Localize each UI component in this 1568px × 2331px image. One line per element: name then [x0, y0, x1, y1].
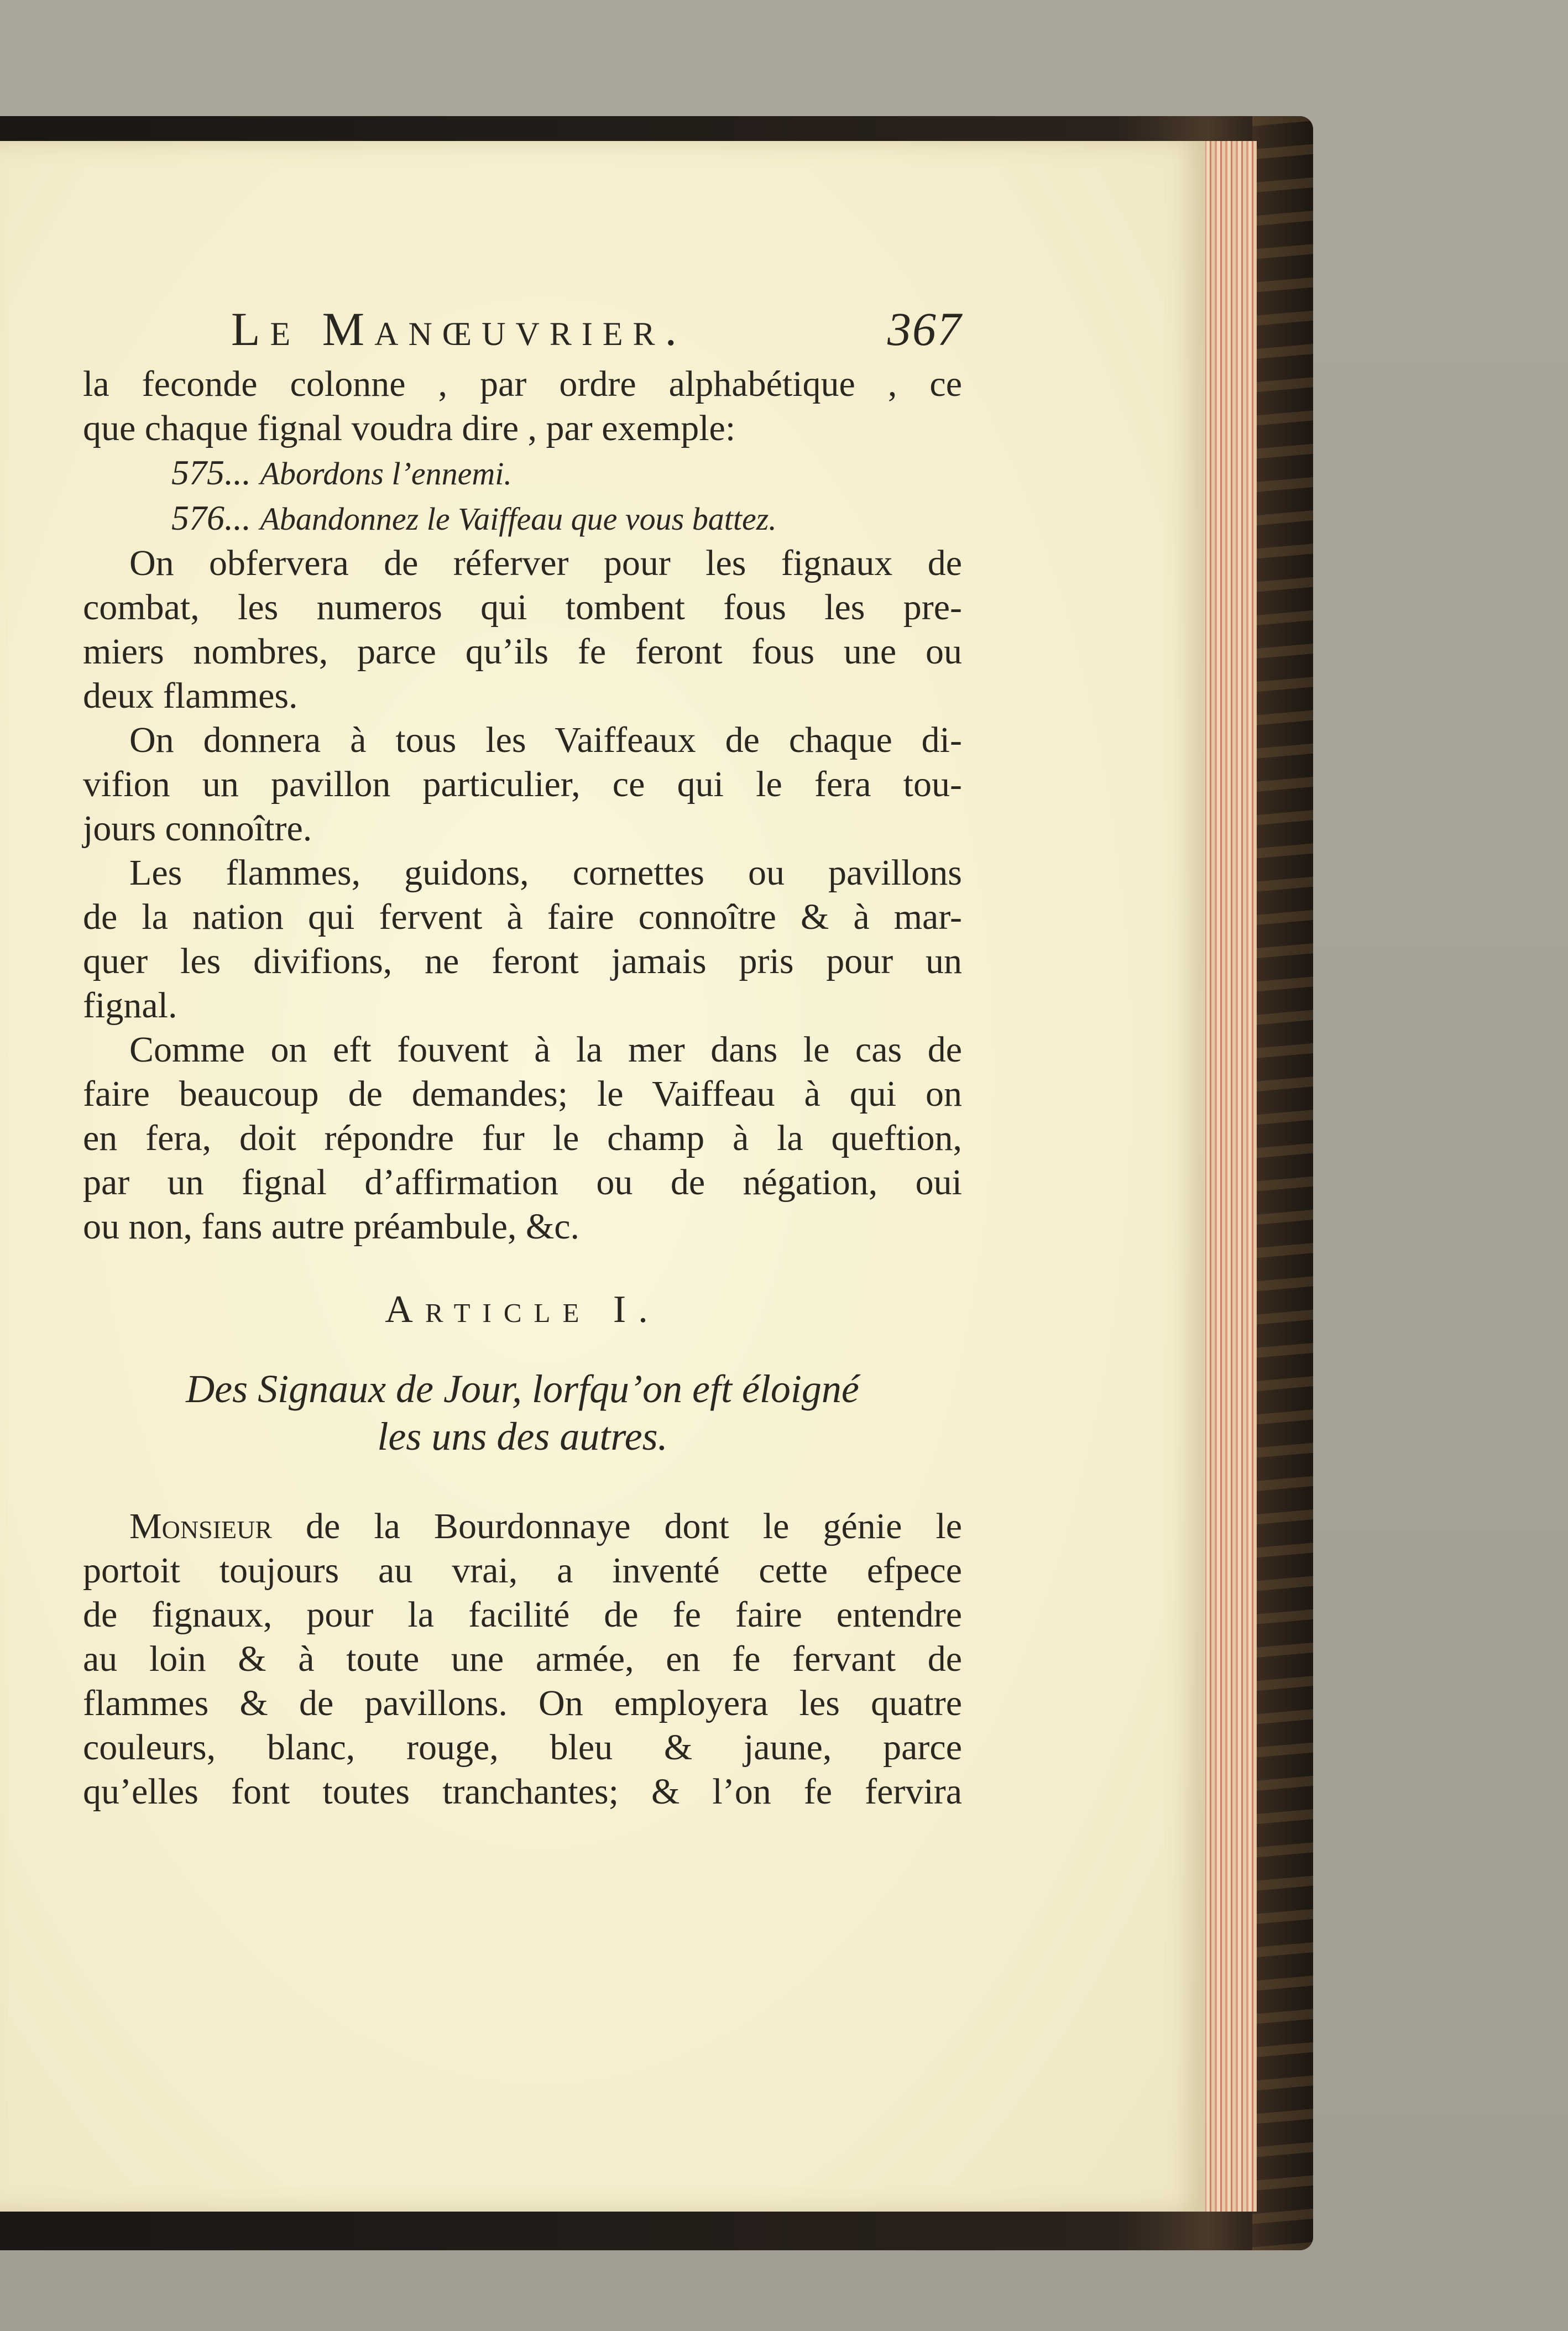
- signal-meaning: Abordons l’ennemi.: [260, 456, 512, 492]
- running-title: Le Manœuvrier.: [231, 302, 687, 356]
- signal-number: 576...: [171, 498, 251, 537]
- text-line: deux flammes.: [83, 676, 298, 716]
- text-line: de fignaux, pour la facilité de fe faire entendre: [83, 1595, 962, 1635]
- text-line: la feconde colonne , par ordre alphabétique , ce: [83, 364, 962, 404]
- text-line: [83, 1504, 962, 1549]
- running-head: [83, 301, 962, 362]
- text-line: On obfervera de réferver pour les fignaux de: [129, 543, 962, 583]
- text-line: flammes & de pavillons. On employera les quatre: [83, 1683, 962, 1723]
- signal-number: 575...: [171, 453, 251, 492]
- text-line: quer les divifions, ne feront jamais pris pour un: [83, 941, 962, 981]
- text-line: vifion un pavillon particulier, ce qui le fera tou-: [83, 764, 962, 804]
- text-line: miers nombres, parce qu’ils fe feront fous une ou: [83, 631, 962, 672]
- text-line: qu’elles font toutes tranchantes; & l’on fe fervira: [83, 1771, 962, 1812]
- text-line: jours connoître.: [83, 808, 312, 849]
- page-content: [83, 301, 962, 1814]
- text-line: au loin & à toute une armée, en fe fervant de: [83, 1639, 962, 1679]
- text-line: par un fignal d’affirmation ou de négation, oui: [83, 1162, 962, 1203]
- article-heading: Article I.: [385, 1288, 660, 1331]
- text-line: que chaque fignal voudra dire , par exemple:: [83, 408, 736, 448]
- book-page: [0, 141, 1205, 2212]
- text-line: en fera, doit répondre fur le champ à la queftion,: [83, 1118, 962, 1158]
- signal-example: [83, 451, 962, 496]
- section-title-line: Des Signaux de Jour, lorfqu’on eft éloigné: [186, 1367, 859, 1411]
- text-line: On donnera à tous les Vaiffeaux de chaque di-: [129, 720, 962, 760]
- signal-meaning: Abandonnez le Vaiffeau que vous battez.: [260, 501, 777, 537]
- text-line: fignal.: [83, 985, 177, 1026]
- text-line: de la nation qui fervent à faire connoître & à mar-: [83, 897, 962, 937]
- page-number: 367: [887, 302, 962, 356]
- text-line: combat, les numeros qui tombent fous les pre-: [83, 587, 962, 628]
- text-line: faire beaucoup de demandes; le Vaiffeau à qui on: [83, 1074, 962, 1114]
- text-line: couleurs, blanc, rouge, bleu & jaune, parce: [83, 1727, 962, 1768]
- cover-wear: [1252, 116, 1313, 2250]
- closing-paragraph: [83, 1504, 962, 1814]
- body-text: [83, 362, 962, 1249]
- text-line: Comme on eft fouvent à la mer dans le cas de: [129, 1029, 962, 1070]
- text-line: portoit toujours au vrai, a inventé cette efpece: [83, 1550, 962, 1591]
- signal-example: [83, 496, 962, 541]
- section-title-line: les uns des autres.: [377, 1414, 668, 1459]
- lead-word: Monsieur: [129, 1506, 273, 1546]
- text-line: ou non, fans autre préambule, &c.: [83, 1206, 580, 1247]
- section-title: [83, 1365, 962, 1460]
- text-fragment: de la Bourdonnaye dont le génie le: [306, 1506, 963, 1546]
- text-line: Les flammes, guidons, cornettes ou pavillons: [129, 853, 962, 893]
